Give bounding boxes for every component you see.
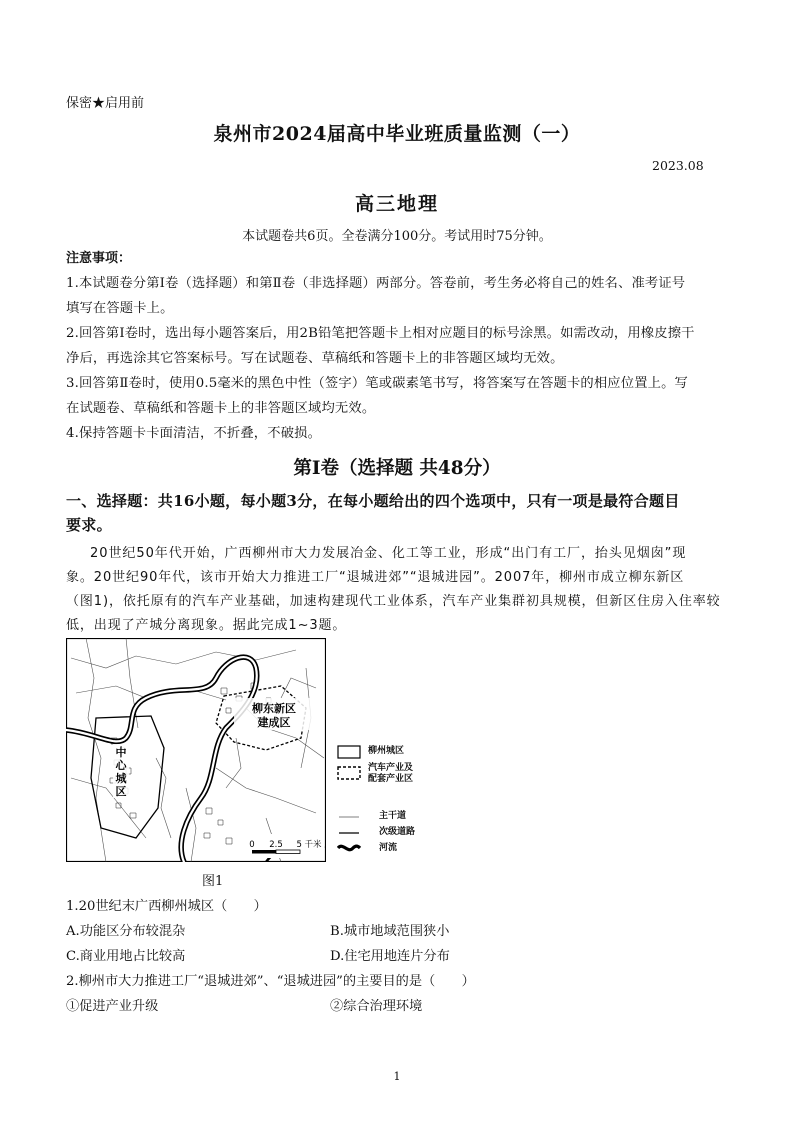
exam-title: 泉州市2024届高中毕业班质量监测（一） bbox=[213, 123, 581, 145]
passage-line: 低，出现了产城分离现象。据此完成1~3题。 bbox=[66, 618, 347, 633]
notes-line: 4.保持答题卡卡面清洁，不折叠，不破损。 bbox=[66, 426, 322, 441]
question-1-option-c: C.商业用地占比较高 bbox=[66, 949, 186, 964]
map-label-new-district: 柳东新区 bbox=[252, 702, 296, 715]
passage-line: （图1)，依托原有的汽车产业基础，加速构建现代工业体系，汽车产业集群初具规模，但新区住房入住率较 bbox=[66, 594, 721, 609]
question-1-option-a: A.功能区分布较混杂 bbox=[66, 924, 186, 939]
confidential-mark: 保密★启用前 bbox=[66, 96, 145, 111]
question-1-option-b: B.城市地域范围狭小 bbox=[330, 924, 450, 939]
legend-secondary-road-label: 次级道路 bbox=[379, 827, 416, 837]
scale-label: 5 千米 bbox=[296, 840, 322, 850]
exam-date: 2023.08 bbox=[652, 158, 704, 173]
map-label-built-area: 建成区 bbox=[257, 716, 291, 729]
notes-heading: 注意事项： bbox=[66, 251, 132, 266]
notes-line: 在试题卷、草稿纸和答题卡上的非答题区域均无效。 bbox=[66, 401, 376, 416]
legend-river-label: 河流 bbox=[379, 843, 398, 853]
question-2-option-1: ①促进产业升级 bbox=[66, 999, 159, 1014]
passage-line: 20世纪50年代开始，广西柳州市大力发展冶金、化工等工业，形成“出门有工厂，抬头见烟囱”现 bbox=[90, 546, 687, 561]
passage-line: 象。20世纪90年代，该市开始大力推进工厂“退城进郊”“退城进园”。2007年，柳州市成立柳东新区 bbox=[66, 570, 685, 585]
notes-line: 1.本试题卷分第Ⅰ卷（选择题）和第Ⅱ卷（非选择题）两部分。答卷前，考生务必将自己的姓名、准考证号 bbox=[66, 276, 686, 291]
notes-line: 填写在答题卡上。 bbox=[66, 301, 174, 316]
legend-city-label: 柳州城区 bbox=[368, 746, 405, 756]
section-instruction: 一、选择题：共16小题，每小题3分，在每小题给出的四个选项中，只有一项是最符合题目 bbox=[66, 492, 680, 510]
legend-main-road-label: 主干道 bbox=[379, 811, 407, 821]
subject-title: 高三地理 bbox=[354, 193, 439, 215]
notes-line: 2.回答第Ⅰ卷时，选出每小题答案后，用2B铅笔把答题卡上相对应题目的标号涂黑。如需改动，用橡皮擦干 bbox=[66, 326, 695, 341]
map-label-center-char: 区 bbox=[115, 785, 127, 798]
legend-industry-swatch bbox=[338, 767, 360, 779]
scale-label: 0 bbox=[249, 840, 255, 850]
question-1-stem: 1.20世纪末广西柳州城区（ ） bbox=[66, 899, 267, 914]
scale-label: 2.5 bbox=[269, 840, 283, 850]
figure-caption: 图1 bbox=[202, 874, 224, 889]
notes-line: 净后，再选涂其它答案标号。写在试题卷、草稿纸和答题卡上的非答题区域均无效。 bbox=[66, 351, 564, 366]
exam-info: 本试题卷共6页。全卷满分100分。考试用时75分钟。 bbox=[242, 229, 552, 244]
map-label-center-char: 城 bbox=[115, 772, 127, 785]
question-2-option-2: ②综合治理环境 bbox=[330, 999, 423, 1014]
question-1-option-d: D.住宅用地连片分布 bbox=[330, 949, 450, 964]
map-label-center-char: 心 bbox=[115, 759, 127, 772]
legend-river-swatch bbox=[338, 846, 360, 850]
question-2-stem: 2.柳州市大力推进工厂“退城进郊”、“退城进园”的主要目的是（ ） bbox=[66, 974, 475, 989]
map-label-center-char: 中 bbox=[115, 746, 127, 759]
map-legend bbox=[337, 740, 437, 858]
legend-city-swatch bbox=[338, 746, 360, 758]
page-number: 1 bbox=[393, 1070, 401, 1083]
notes-line: 3.回答第Ⅱ卷时，使用0.5毫米的黑色中性（签字）笔或碳素笔书写，将答案写在答题卡的相应位置上。写 bbox=[66, 376, 688, 391]
legend-industry-label: 汽车产业及 bbox=[368, 763, 414, 773]
part1-title: 第Ⅰ卷（选择题 共48分） bbox=[293, 458, 501, 479]
section-instruction: 要求。 bbox=[66, 516, 112, 534]
legend-industry-label: 配套产业区 bbox=[368, 774, 414, 784]
liuzhou-map bbox=[66, 638, 326, 862]
